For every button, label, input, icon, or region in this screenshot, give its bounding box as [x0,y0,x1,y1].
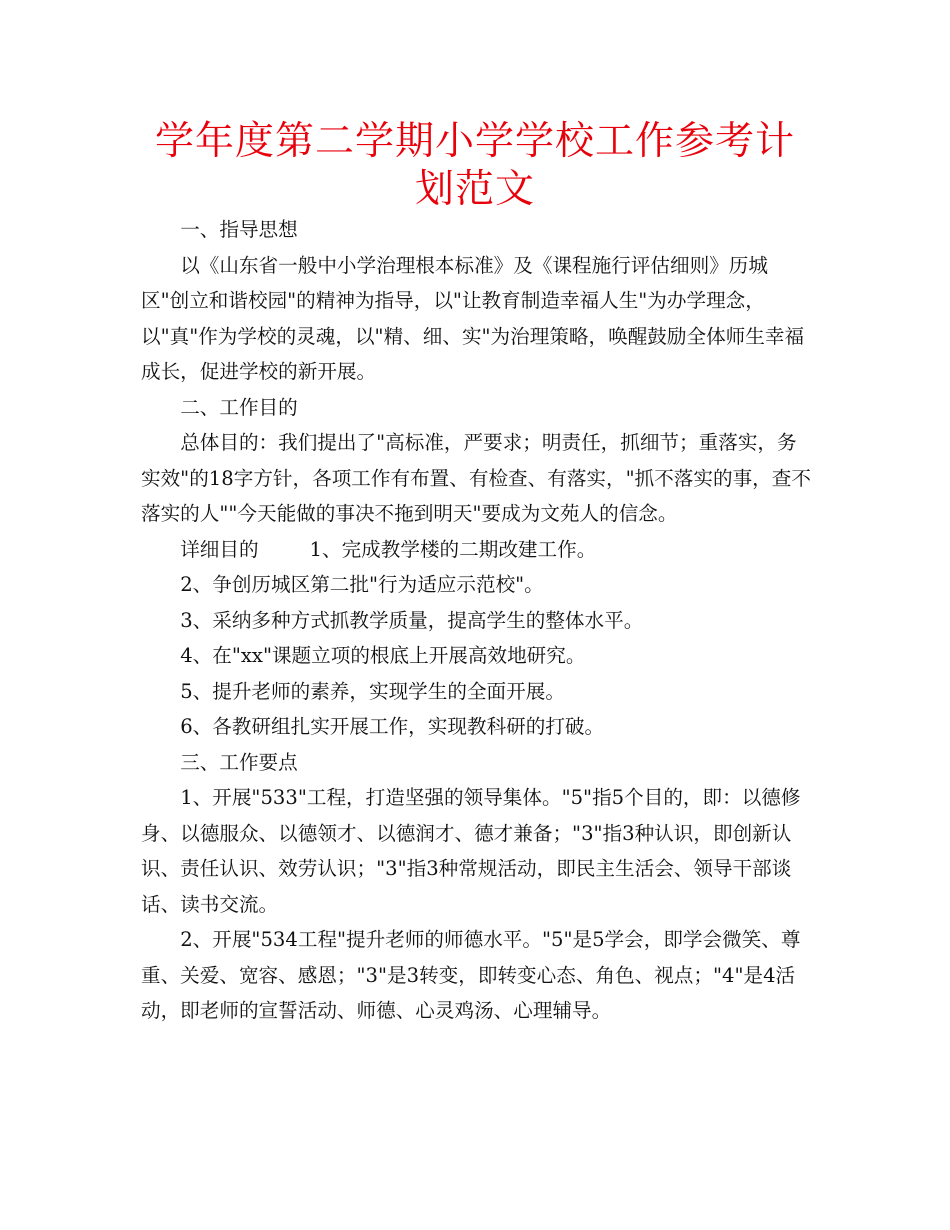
paragraph-key-point-2: 2、开展"534工程"提升老师的师德水平。"5"是5学会，即学会微笑、尊重、关爱、宽容、感恩；"3"是3转变，即转变心态、角色、视点；"4"是4活动，即老师的宣誓活动、师德、心灵鸡汤、心理辅导。 [141,928,801,1022]
detailed-goals-line [141,532,811,568]
paragraph-key-point-1: 1、开展"533"工程，打造坚强的领导集体。"5"指5个目的，即：以德修身、以德服众、以德领才、以德润才、德才兼备；"3"指3种认识，即创新认识、责任认识、效劳认识；"3"指3种常规活动，即民主生活会、领导干部谈话、读书交流。 [141,786,801,916]
document-body [141,212,811,1029]
detailed-goals-label: 详细目的 [180,537,259,561]
paragraph-overall-goal: 总体目的：我们提出了"高标准，严要求；明责任，抓细节；重落实，务实效"的18字方针，各项工作有布置、有检查、有落实，"抓不落实的事，查不落实的人""今天能做的事决不拖到明天"要成为文苑人的信念。 [141,431,811,525]
section-heading-work-goals: 二、工作目的 [180,395,298,419]
goal-item-5: 5、提升老师的素养，实现学生的全面开展。 [180,679,565,703]
goal-item-6: 6、各教研组扎实开展工作，实现教科研的打破。 [180,715,605,738]
section-heading-key-points: 三、工作要点 [180,750,298,774]
document-title: 学年度第二学期小学学校工作参考计划范文 [154,119,795,212]
goal-item-3: 3、采纳多种方式抓教学质量，提高学生的整体水平。 [180,608,644,632]
paragraph-guiding-ideology: 以《山东省一般中小学治理根本标准》及《课程施行评估细则》历城区"创立和谐校园"的精神为指导，以"让教育制造幸福人生"为办学理念，以"真"作为学校的灵魂，以"精、细、实"为治理策略，唤醒鼓励全体师生幸福成长，促进学校的新开展。 [141,253,805,383]
goal-item-2: 2、争创历城区第二批"行为适应示范校"。 [180,573,544,596]
section-heading-guiding-ideology: 一、指导思想 [180,218,298,241]
goal-item-1: 1、完成教学楼的二期改建工作。 [309,537,597,561]
goal-item-4: 4、在"xx"课题立项的根底上开展高效地研究。 [180,644,586,667]
